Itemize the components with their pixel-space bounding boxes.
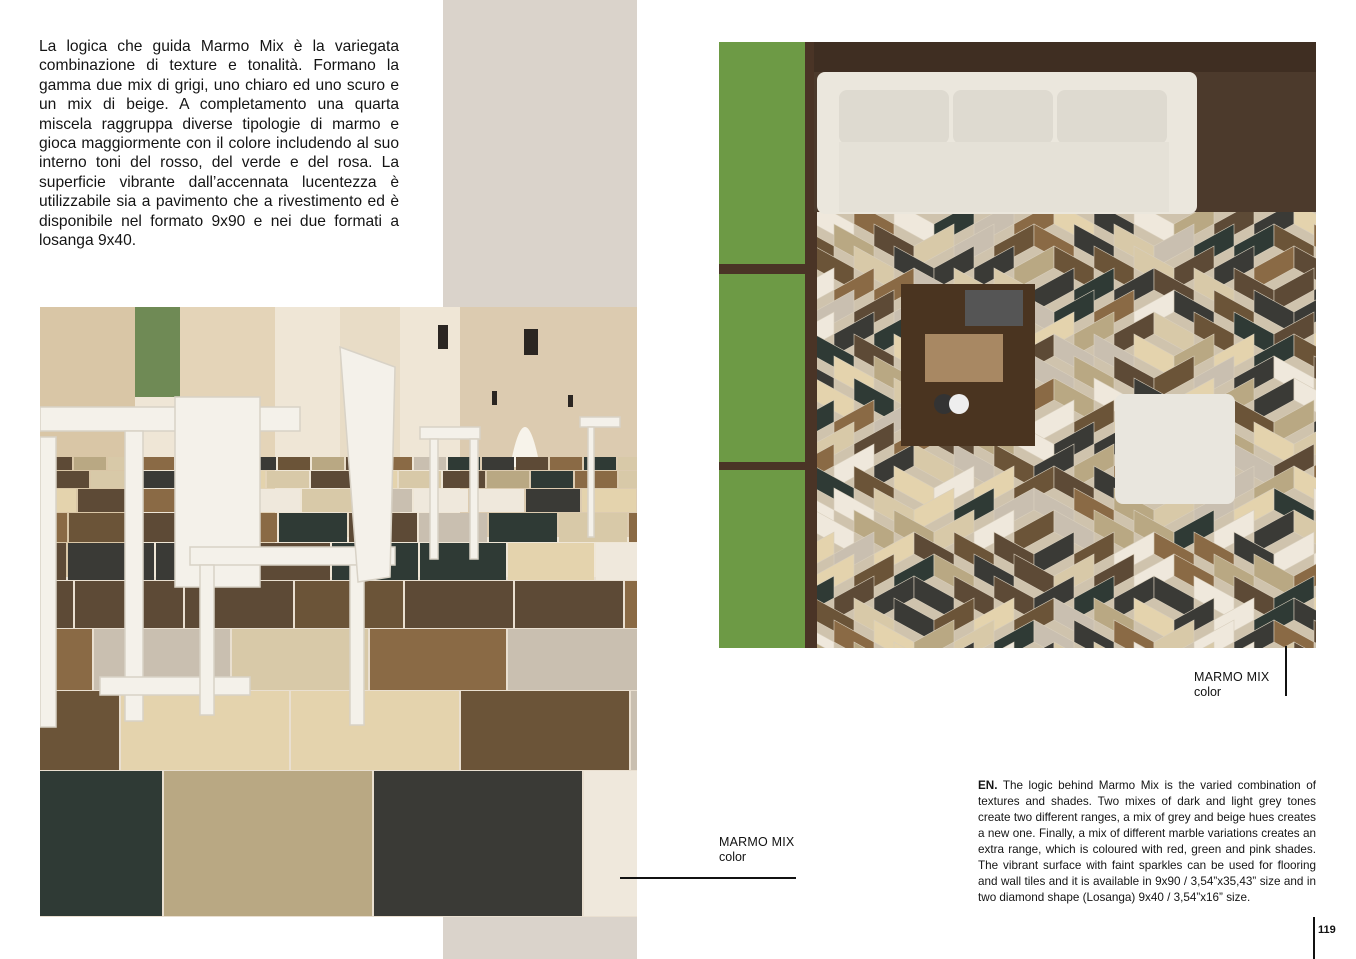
floor-tile	[164, 771, 372, 916]
floor-tile	[516, 457, 548, 470]
living-room-tiles-photo	[719, 42, 1316, 648]
caption-right	[1194, 670, 1269, 700]
floor-tile	[302, 489, 356, 512]
floor-tile	[619, 471, 637, 488]
floor-tile	[487, 471, 529, 488]
floor-tile	[515, 581, 623, 628]
floor-tile	[618, 457, 637, 470]
floor-tile	[278, 457, 310, 470]
floor-tile	[405, 581, 513, 628]
floor-tile	[489, 513, 557, 542]
caption-right-subtitle: color	[1194, 685, 1222, 699]
floor-tile	[550, 457, 582, 470]
english-lead: EN.	[978, 779, 998, 792]
floor-tile	[40, 771, 162, 916]
floor-tile	[508, 629, 637, 690]
caption-left	[719, 835, 794, 865]
caption-right-rule	[1285, 646, 1287, 696]
floor-tile	[482, 457, 514, 470]
floor-tile	[461, 691, 629, 770]
page-number-rule	[1313, 917, 1315, 959]
floor-tile	[267, 471, 309, 488]
floor-tile	[311, 471, 353, 488]
english-description	[978, 778, 1316, 906]
floor-tile	[74, 457, 106, 470]
floor-tile	[596, 543, 637, 580]
floor-tile	[414, 489, 468, 512]
caption-left-title: MARMO MIX	[719, 835, 795, 849]
floor-tile	[631, 691, 637, 770]
floor-tile	[312, 457, 344, 470]
floor-tile	[629, 513, 637, 542]
caption-left-subtitle: color	[719, 850, 747, 864]
page-number: 119	[1318, 924, 1336, 936]
floor-tile	[374, 771, 582, 916]
floor-tile	[575, 471, 617, 488]
floor-tile	[295, 581, 403, 628]
porch-tiles-photo	[40, 307, 637, 917]
floor-tile	[625, 581, 637, 628]
floor-tile	[526, 489, 580, 512]
caption-right-title: MARMO MIX	[1194, 670, 1270, 684]
floor-tile	[291, 691, 459, 770]
floor-tile	[279, 513, 347, 542]
floor-tile	[232, 629, 368, 690]
floor-tile	[508, 543, 594, 580]
italian-description: La logica che guida Marmo Mix è la variegata combinazione di texture e tonalità. Formano la gamma due mix di grigi, uno chiaro ed uno scuro e un mix di beige. A completamento una quarta miscela raggruppa diverse tipologie di marmo e gioca maggiormente con il colore includendo al suo interno toni del rosso, del verde e del rosa. La superficie vibrante dall’accennata lucentezza è utilizzabile sia a pavimento che a rivestimento ed è disponibile nel formato 9x90 e nei due formati a losanga 9x40.	[39, 38, 399, 250]
caption-left-rule	[620, 877, 796, 879]
floor-tile	[531, 471, 573, 488]
floor-tile	[370, 629, 506, 690]
english-body: The logic behind Marmo Mix is the varied combination of textures and shades. Two mixes of dark and light grey tones create two different ranges, a mix of grey and beige hues creates a new one. Finally, a mix of different marble variations creates an extra range, which is coloured with red, green and pink shades. The vibrant surface with faint sparkles can be used for flooring and wall tiles and it is available in 9x90 / 3,54”x35,43” size and in two diamond shape (Losanga) 9x40 / 3,54”x16” size.	[978, 779, 1316, 904]
floor-tile	[584, 771, 637, 916]
floor-tile	[78, 489, 132, 512]
floor-tile	[142, 457, 174, 470]
